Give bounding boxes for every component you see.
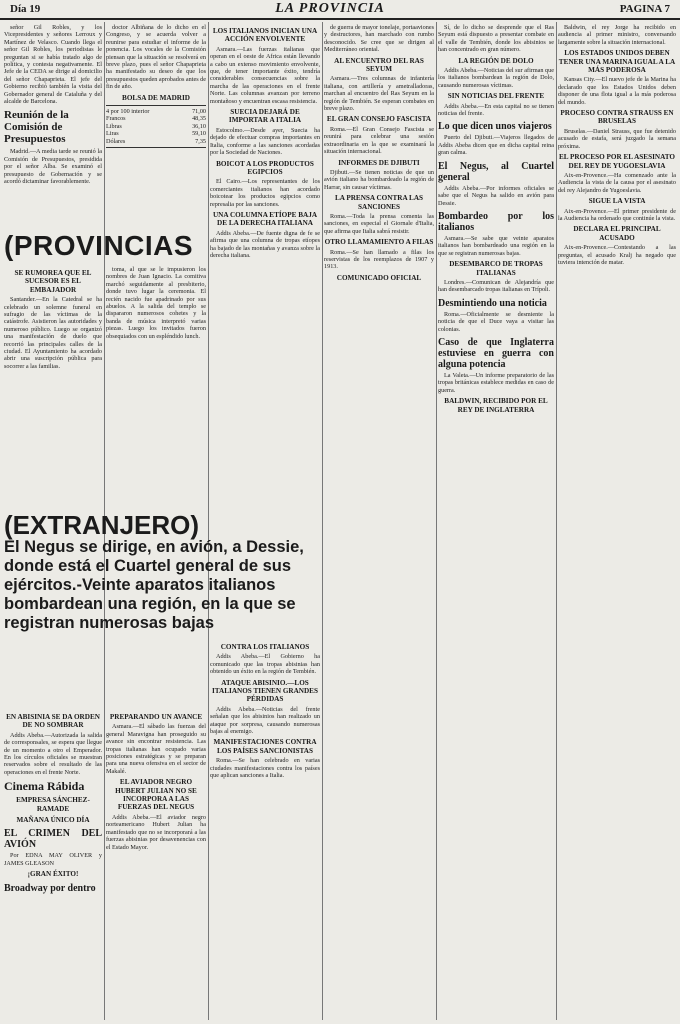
section-title-provincias: (PROVINCIAS [4,230,194,261]
article-headline: Desmintiendo una noticia [438,297,547,309]
article-headline: SUECIA DEJARÁ DE IMPORTAR A ITALIA [228,108,302,125]
column-2-bottom [106,710,206,1020]
column-2-top [106,24,206,224]
article-text: Londres.—Comunican de Alejandría que han desembarcado tropas italianas en Trípoli. [438,278,554,294]
cinema-title: Cinema Rábida [4,779,85,794]
article-headline: EL GRAN CONSEJO FASCISTA [326,115,432,124]
article-text: Addis Abeba.—De fuente digna de fe se afirma que una columna de tropas etíopes ha bajado de las montañas y avanza sobre la derecha italiana. [210,229,320,259]
article-headline: LA PRENSA CONTRA LAS SANCIONES [334,194,424,211]
issue-day: Día 19 [10,3,41,15]
section-headline: BOLSA DE MADRID [122,93,190,102]
article-text: El Cairo.—Los representantes de los comerciantes italianos han acordado boicotear los productos egipcios como represalia por las sanciones. [210,178,320,208]
film-cast: Por EDNA MAY OLIVER y JAMES GLEASON [4,852,102,867]
article-text: Asmara.—Tres columnas de infantería italiana, con artillería y ametralladoras, marchan al encuentro del Ras Seyum en la región de Tembién. Se esperan combates en breve plazo. [324,75,434,113]
article-text: Bruselas.—Daniel Strauss, que fue detenido acusado de estafa, será juzgado la semana próxima. [558,127,676,150]
column-6 [558,24,676,1020]
article-text: Addis Abeba.—Noticias del sur afirman que los italianos bombardean la región de Dolo, causando numerosas víctimas. [438,67,554,89]
article-headline: PROCESO CONTRA STRAUSS EN BRUSELAS [560,109,674,126]
article-headline: PREPARANDO UN AVANCE [109,713,203,721]
cinema-schedule: MAÑANA ÚNICO DÍA [16,816,90,825]
article-text: Roma.—Oficialmente se desmiente la noticia de que el Duce vaya a visitar las colonias. [438,310,554,333]
article-headline: Lo que dicen unos viajeros [438,121,552,133]
article-text: Aix-en-Provence.—Ha comenzado ante la Audiencia la vista de la causa por el asesinato del rey Alejandro de Yugoeslavia. [558,171,676,194]
article-text: doctor Albiñana de lo dicho en el Congreso, y se acuerda volver a reunirse para estudiar el informe de la ponencia. Los vocales de la Comisión piensan que la situación se resolverá en breve plazo, pues el señor Chapaprieta ha manifestado su deseo de que los presupuestos queden aprobados antes de fin de año. [106,24,206,91]
article-headline: EL AVIADOR NEGRO HUBERT JULIAN NO SE INCORPORA A LAS FUERZAS DEL NEGUS [115,778,197,812]
article-headline: EN ABISINIA SE DA ORDEN DE NO SOMBRAR [6,713,100,730]
film-note: ¡GRAN ÉXITO! [27,870,79,879]
section-title-extranjero: (EXTRANJERO) [4,510,200,540]
article-headline: CONTRA LOS ITALIANOS [220,643,310,651]
stock-row: Liras 59,10 [106,130,206,138]
column-3 [210,24,320,534]
stock-row: Dólares 7,35 [106,137,206,145]
article-headline: LOS ITALIANOS INICIAN UNA ACCIÓN ENVOLVENTE [212,27,318,44]
lead-headline: El Negus se dirige, en avión, a Dessie, donde está el Cuartel general de sus ejércitos.-Veinte aparatos italianos bombardean una región, en la que se registran numerosas bajas [4,538,304,632]
article-headline: OTRO LLAMAMIENTO A FILAS [324,238,434,247]
stock-row: Libras 36,10 [106,122,206,130]
article-text: Roma.—Se han celebrado en varias ciudades manifestaciones contra los países que aplican sanciones a Italia. [210,757,320,780]
cinema-company: EMPRESA SÁNCHEZ-RAMADE [16,796,90,813]
column-3-bottom [210,640,320,1020]
article-text: Asmara.—El sábado las fuerzas del general Maravigna han proseguido su avance sin encontrar resistencia. Las tropas italianas han ocupado varias posiciones estratégicas y se preparan para una nueva ofensiva en el sector de Makalé. [106,723,206,775]
article-headline: Caso de que Inglaterra estuviese en guerra con alguna potencia [438,336,554,370]
column-divider [436,22,437,1020]
article-text: Estocolmo.—Desde ayer, Suecia ha dejado de efectuar compras importantes en Italia, conforme a las sanciones acordadas por la Sociedad de Naciones. [210,126,320,157]
article-text: Addis Abeba.—Por informes oficiales se sabe que el Negus ha salido en avión para Dessie. [438,184,554,207]
article-text: Addis Abeba.—El aviador negro norteamericano Hubert Julian ha manifestado que no se incorporará a las fuerzas abisinias por desavenencias con el Estado Mayor. [106,813,206,851]
article-text: Addis Abeba.—En esta capital no se tienen noticias del frente. [438,102,554,118]
article-text: Sí, de lo dicho se desprende que el Ras Seyum está dispuesto a presentar combate en el valle de Tembién, donde los abisinios se han concentrado en gran número. [438,24,554,54]
column-1-middle [4,266,102,502]
article-text: Asmara.—Las fuerzas italianas que operan en el oeste de Africa están llevando a cabo un extenso movimiento envolvente, que, de tener importante éxito, tendría considerables consecuencias sobre la marcha de las operaciones en el frente Norte. Las columnas avanzan por terreno montañoso y encuentran escasa resistencia. [210,45,320,105]
article-text: Addis Abeba.—Noticias del frente señalan que los abisinios han realizado un ataque por sorpresa, causando numerosas bajas al enemigo. [210,705,320,736]
article-text: Djibuti.—Se tienen noticias de que un avión italiano ha bombardeado la región de Harrar, sin causar víctimas. [324,168,434,191]
article-headline: Bombardeo por los italianos [438,210,554,233]
column-divider [322,22,323,1020]
film-title: EL CRIMEN DEL AVIÓN [4,828,102,851]
article-text: Roma.—El Gran Consejo Fascista se reunirá para celebrar una sesión extraordinaria en la que se examinará la situación internacional. [324,125,434,156]
article-text: señor Gil Robles, y los Vicepresidentes y señores Lerroux y Martínez de Velasco. Cuando llega el señor Gil Robles, los periodistas le preguntan si se había tratado algo de política, y contesta negativamente. El Jefe de la CEDA se dirige al domicilio del señor Chapaprieta. El jefe del Gobierno recibió también la visita del Gobernador general de Cataluña y del alcalde de Barcelona. [4,24,102,106]
article-headline: DESEMBARCO DE TROPAS ITALIANAS [449,260,543,277]
column-5 [438,24,554,1020]
column-4 [324,24,434,1020]
article-headline: EL PROCESO POR EL ASESINATO DEL REY DE YUGOESLAVIA [559,153,675,170]
page-number: PAGINA 7 [619,3,670,15]
article-headline: INFORMES DE DJIBUTI [338,158,420,167]
article-text: Santander.—En la Catedral se ha celebrado un solemne funeral en sufragio de las víctimas de la catástrofe. Asistieron las autoridades y numeroso público. Luego se organizó una manifestación de duelo que recorrió las principales calles de la ciudad. El Ayuntamiento ha acordado abrir una suscripción pública para socorrer a las familias. [4,296,102,370]
article-headline: LOS ESTADOS UNIDOS DEBEN TENER UNA MARINA IGUAL A LA MÁS PODEROSA [558,49,676,75]
column-1-bottom [4,710,102,1020]
article-headline: SIN NOTICIAS DEL FRENTE [447,92,545,101]
article-text: Addis Abeba.—Autorizada la salida de corresponsales, se espera que llegue de un momento a otro el Emperador. En los círculos oficiales se muestran reservados sobre el resultado de las operaciones en el frente Norte. [4,731,102,776]
article-text: Aix-en-Provence.—El primer presidente de la Audiencia ha ordenado que continúe la vista. [558,207,676,222]
article-text: toma, al que se le impusieron los nombres de Juan Ignacio. La comitiva marchó seguidamente al presbiterio, donde tuvo lugar la ceremonia. El recién nacido fue apadrinado por sus abuelos. A la salida del templo se dispararon numerosos cohetes y la banda de música interpretó varias piezas. Luego los invitados fueron obsequiados con un espléndido lunch. [106,266,206,340]
article-headline: BOICOT A LOS PRODUCTOS EGIPCIOS [216,159,314,176]
article-headline: ATAQUE ABISINIO.—LOS ITALIANOS TIENEN GRANDES PÉRDIDAS [212,678,318,704]
article-headline: SIGUE LA VISTA [588,197,646,206]
newspaper-title: LA PROVINCIA [275,1,385,16]
article-text: Kansas City.—El nuevo jefe de la Marina ha declarado que los Estados Unidos deben disponer de una flota igual a la más poderosa del mundo. [558,76,676,106]
article-headline: BALDWIN, RECIBIDO POR EL REY DE INGLATERRA [444,397,548,414]
article-text: Addis Abeba.—El Gobierno ha comunicado que las tropas abisinias han obtenido un éxito en la región de Tembién. [210,653,320,676]
article-text: Baldwin, el rey Jorge ha recibido en audiencia al primer ministro, conversando largamente sobre la situación internacional. [558,24,676,46]
stock-row: 4 por 100 interior 71,00 [106,108,206,116]
stock-row: Francos 48,35 [106,115,206,123]
article-headline: El Negus, al Cuartel general [438,160,554,183]
article-headline: SE RUMOREA QUE EL SUCESOR ES EL EMBAJADOR [14,269,92,294]
article-text: Madrid.—A media tarde se reunió la Comisión de Presupuestos, presidida por el señor Alba. Se examinó el presupuesto de Gobernación y se acordó dictaminar favorablemente. [4,148,102,186]
article-text: Roma.—Se han llamado a filas los reservistas de los reemplazos de 1907 y 1913. [324,248,434,271]
article-text: Roma.—Toda la prensa comenta las sanciones, en especial el Giornale d'Italia, que afirma que Italia sabrá resistir. [324,212,434,235]
film-title-2: Broadway por dentro [4,882,96,894]
article-headline: UNA COLUMNA ETÍOPE BAJA DE LA DERECHA ITALIANA [212,210,318,228]
article-text: Asmara.—Se sabe que veinte aparatos italianos han bombardeado una región en la que se registran numerosas bajas. [438,234,554,257]
article-text: de guerra de mayor tonelaje, portaaviones y destructores, han marchado con rumbo desconocido. Se cree que se dirigen al Mediterráneo oriental. [324,24,434,54]
stock-table [106,105,206,148]
article-headline: Reunión de la Comisión de Presupuestos [4,109,69,146]
column-2-middle [106,266,206,502]
article-headline: COMUNICADO OFICIAL [336,273,422,282]
article-text: Puerto del Djibuti.—Viajeros llegados de Addis Abeba dicen que en dicha capital reina gran calma. [438,134,554,157]
article-headline: MANIFESTACIONES CONTRA LOS PAÍSES SANCIONISTAS [213,738,317,755]
article-headline: LA REGIÓN DE DOLO [458,56,534,65]
article-headline: AL ENCUENTRO DEL RAS SEYUM [334,56,424,74]
column-1-top [4,24,102,224]
masthead [0,0,680,20]
article-headline: DECLARA EL PRINCIPAL ACUSADO [573,225,661,242]
column-divider [208,22,209,1020]
article-text: La Valeta.—Un informe preparatorio de las tropas británicas establece medidas en caso de guerra. [438,371,554,394]
column-divider [556,22,557,1020]
article-text: Aix-en-Provence.—Contestando a las preguntas, el acusado Kralj ha negado que tuviera intención de matar. [558,244,676,266]
